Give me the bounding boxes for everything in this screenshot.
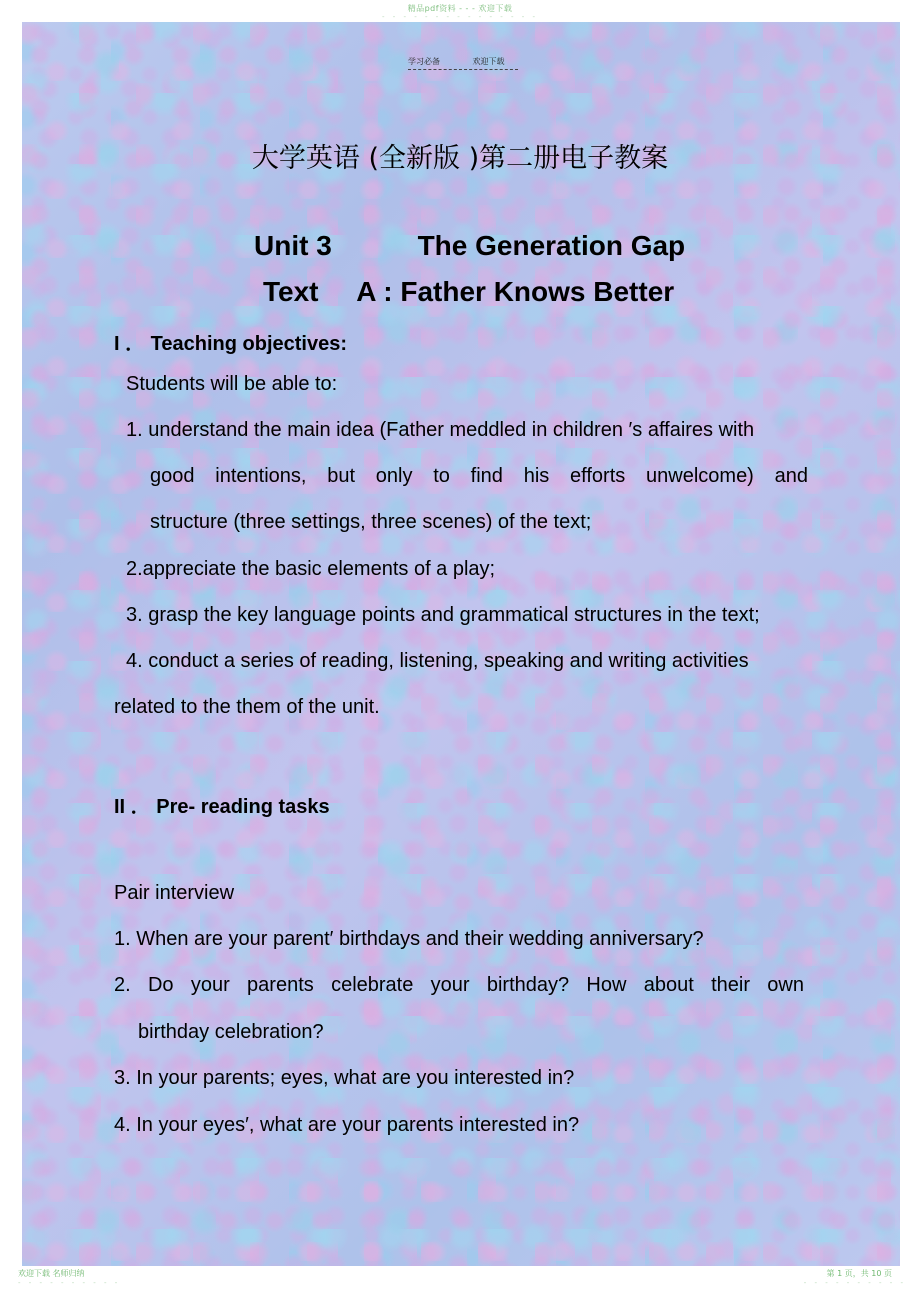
text-label: Text bbox=[263, 276, 319, 307]
question-2-line-1: 2. Do your parents celebrate your birthday? How about their own bbox=[114, 974, 804, 996]
unit-title: The Generation Gap bbox=[417, 230, 686, 261]
objective-4-line-2: related to the them of the unit. bbox=[114, 696, 380, 718]
header-note-left: 学习必备 bbox=[408, 57, 440, 66]
unit-heading bbox=[254, 230, 685, 262]
objective-2: 2.appreciate the basic elements of a play; bbox=[126, 558, 496, 580]
question-4: 4. In your eyes′, what are your parents interested in? bbox=[114, 1114, 580, 1136]
objective-1-line-1: 1. understand the main idea (Father meddled in children ′s affaires with bbox=[126, 419, 755, 441]
document-title: 大学英语 (全新版 )第二册电子教案 bbox=[251, 143, 669, 174]
page-number-footer: 第 1 页，共 10 页 bbox=[826, 1269, 892, 1278]
question-1: 1. When are your parent′ birthdays and their wedding anniversary? bbox=[114, 928, 704, 950]
footer-left-dots: - - - - - - - - - - bbox=[18, 1279, 121, 1287]
section-pre-reading-heading: II ． Pre- reading tasks bbox=[114, 796, 330, 818]
objectives-intro: Students will be able to: bbox=[126, 373, 338, 395]
objective-1-line-2: good intentions, but only to find his efforts unwelcome) and bbox=[150, 465, 808, 487]
text-title: A : Father Knows Better bbox=[356, 276, 675, 307]
pair-interview-label: Pair interview bbox=[114, 882, 235, 904]
question-3: 3. In your parents; eyes, what are you interested in? bbox=[114, 1067, 575, 1089]
objective-1-line-3: structure (three settings, three scenes) of the text; bbox=[150, 511, 592, 533]
header-note bbox=[408, 56, 518, 70]
top-watermark-dots: - - - - - - - - - - - - - - - bbox=[381, 13, 539, 21]
footer-left-watermark: 欢迎下载 名师归纳 bbox=[18, 1269, 85, 1278]
text-heading bbox=[263, 276, 674, 308]
question-2-line-2: birthday celebration? bbox=[138, 1021, 324, 1043]
section-teaching-objectives-heading: I ． Teaching objectives: bbox=[114, 333, 348, 355]
top-watermark: 精品pdf资料 - - - 欢迎下载 bbox=[407, 4, 513, 13]
header-note-right: 欢迎下载 bbox=[472, 57, 505, 66]
footer-right-dots: - - - - - - - - - - bbox=[803, 1279, 906, 1287]
objective-3: 3. grasp the key language points and grammatical structures in the text; bbox=[126, 604, 760, 626]
objective-4-line-1: 4. conduct a series of reading, listening, speaking and writing activities bbox=[126, 650, 749, 672]
unit-number: Unit 3 bbox=[254, 230, 332, 261]
